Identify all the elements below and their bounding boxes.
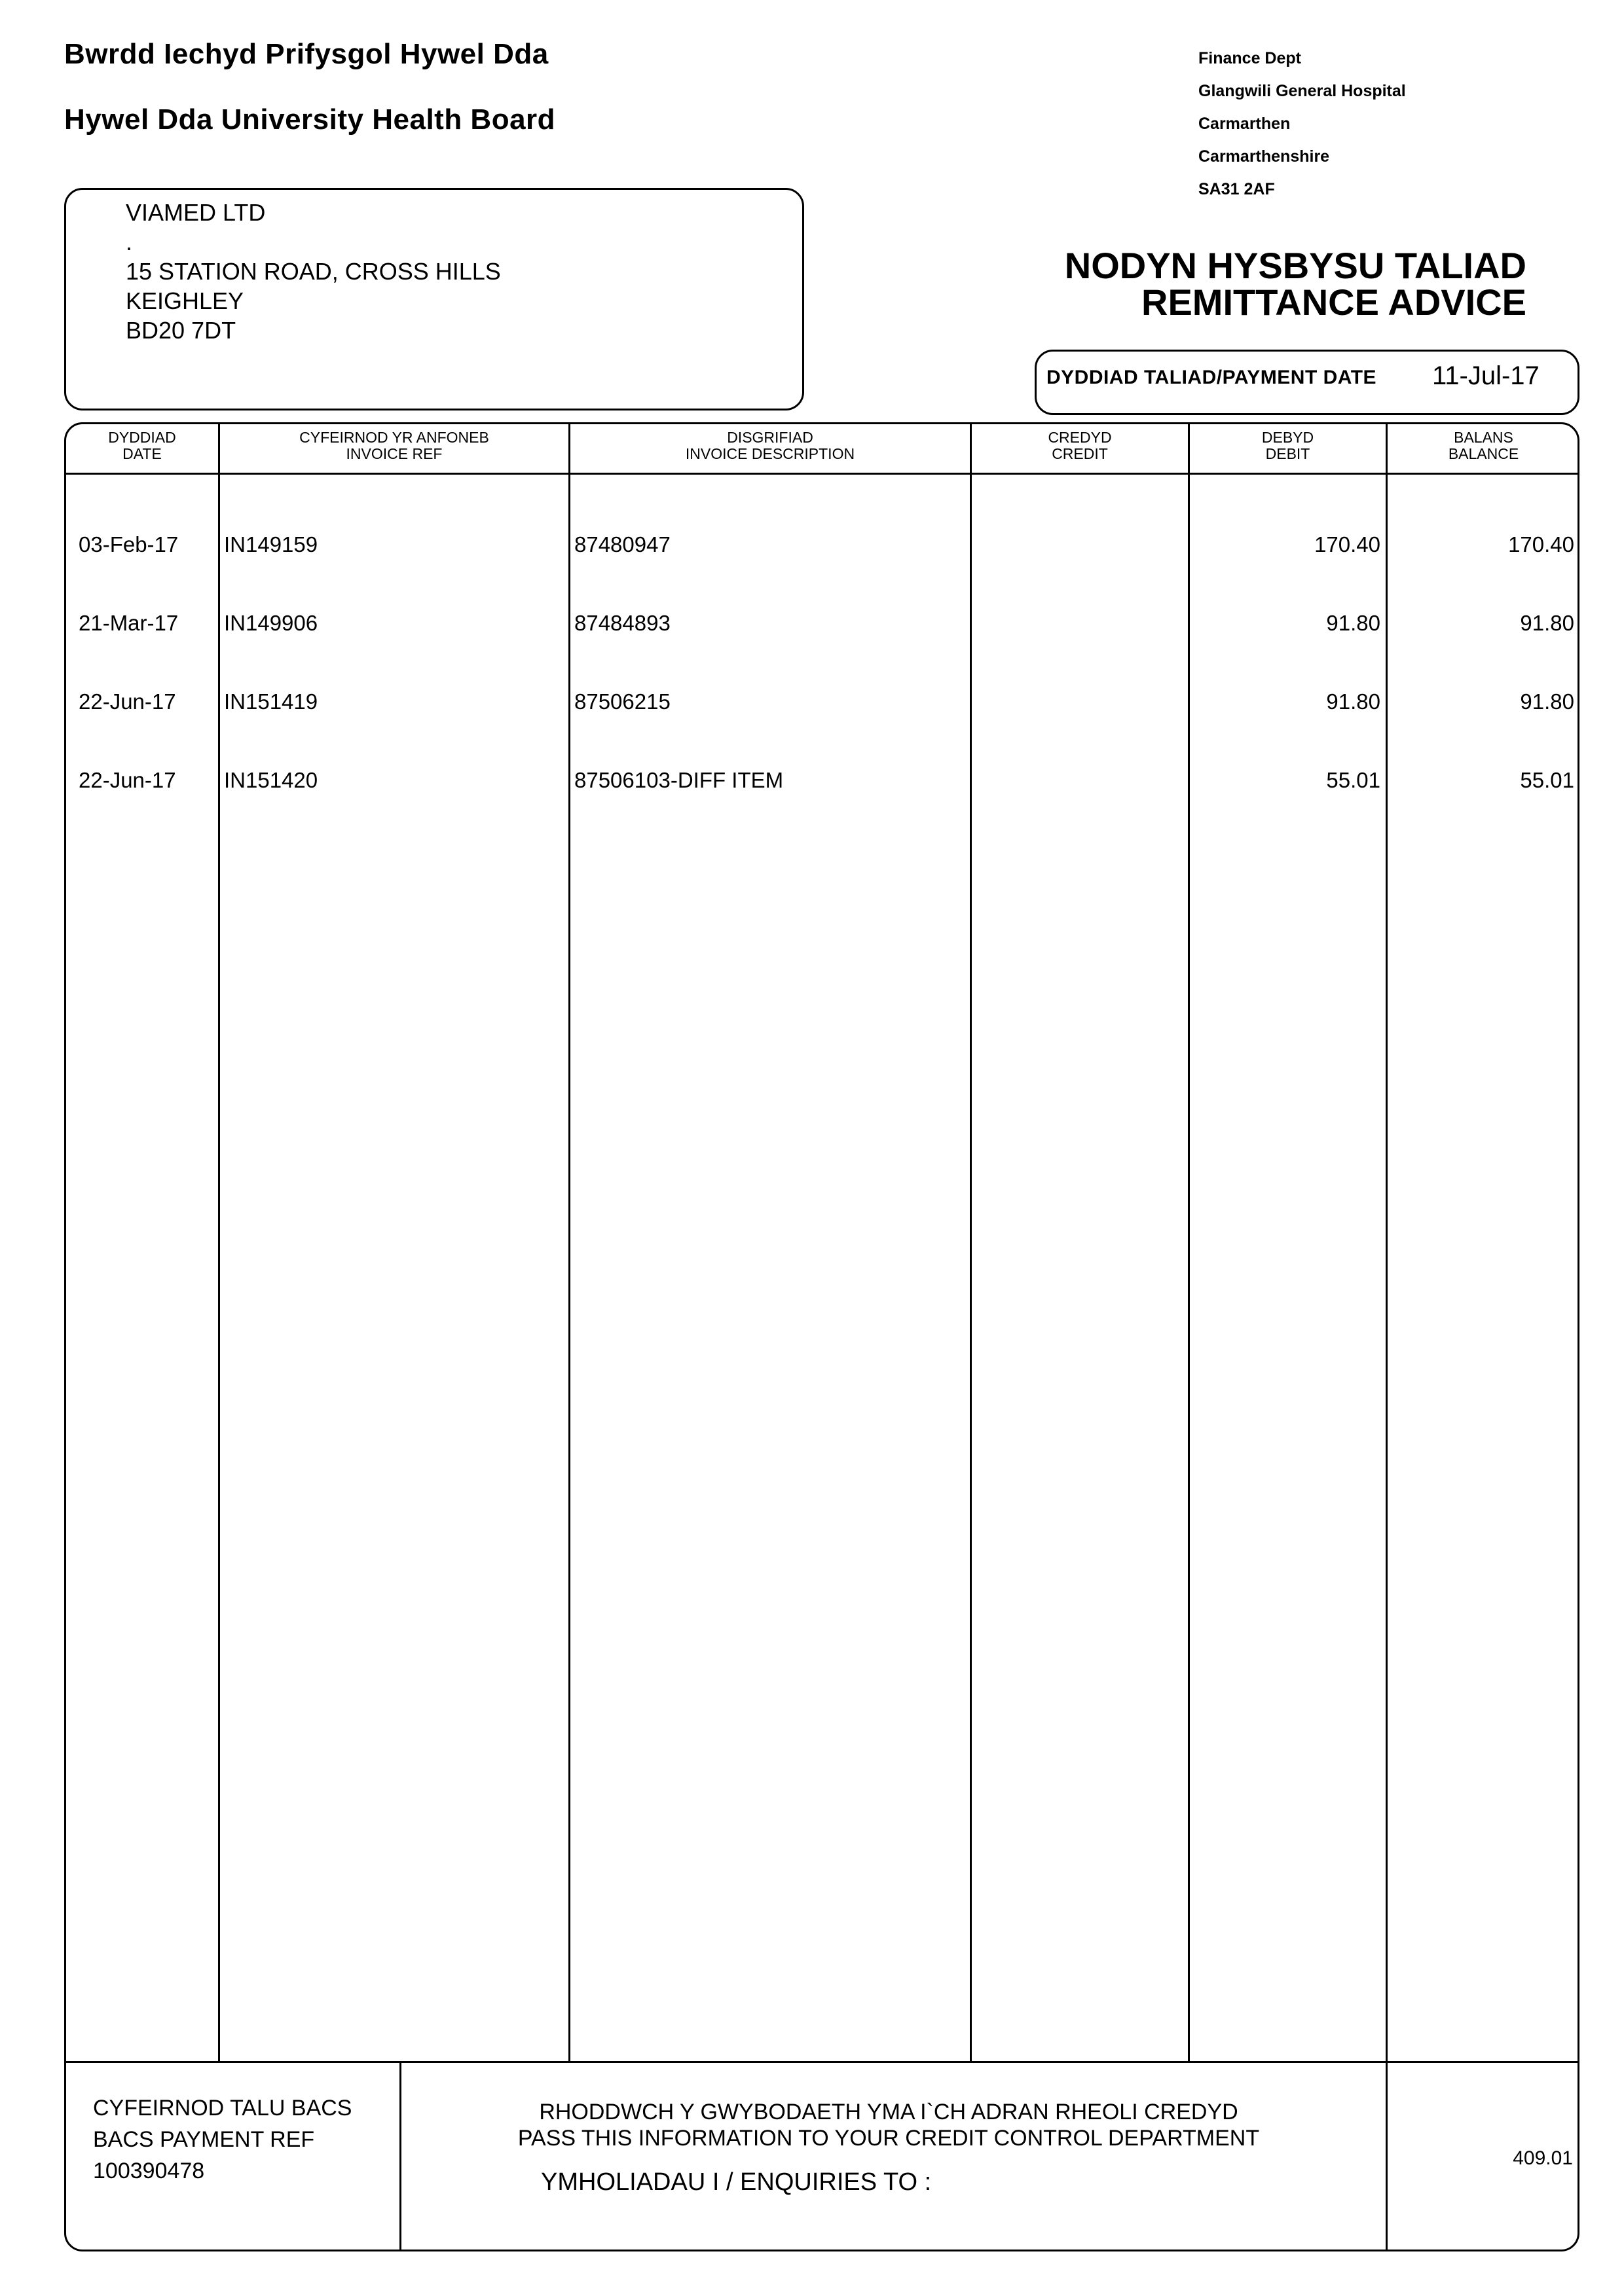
column-header-balance: [1388, 429, 1579, 462]
column-header-date: [66, 429, 218, 462]
org-name-english: Hywel Dda University Health Board: [64, 103, 556, 136]
column-header-invoice-ref: [220, 429, 568, 462]
row-date: 22-Jun-17: [79, 689, 176, 714]
title-welsh: NODYN HYSBYSU TALIAD: [1064, 245, 1526, 286]
description-column: [574, 479, 783, 820]
finance-line: SA31 2AF: [1198, 180, 1275, 198]
column-divider: [218, 422, 220, 2062]
column-header-credit: [972, 429, 1188, 462]
column-header-debit: [1190, 429, 1386, 462]
column-divider: [1386, 422, 1388, 2251]
bacs-label-english: BACS PAYMENT REF: [93, 2127, 315, 2152]
supplier-address: [126, 198, 501, 345]
row-balance: 170.40: [1508, 532, 1574, 556]
header-english: BALANCE: [1448, 445, 1519, 462]
invoice-ref-column: [224, 479, 318, 820]
row-debit: 170.40: [1314, 532, 1380, 556]
row-balance: 91.80: [1520, 689, 1574, 714]
date-column: [79, 479, 178, 820]
payment-date-label: DYDDIAD TALIAD/PAYMENT DATE: [1046, 367, 1377, 388]
row-balance: 91.80: [1520, 611, 1574, 635]
header-english: CREDIT: [1052, 445, 1108, 462]
header-welsh: BALANS: [1454, 429, 1513, 446]
header-divider: [64, 473, 1579, 475]
bacs-label-welsh: CYFEIRNOD TALU BACS: [93, 2096, 352, 2121]
header-welsh: DISGRIFIAD: [727, 429, 813, 446]
row-description: 87484893: [574, 611, 671, 635]
header-welsh: DYDDIAD: [108, 429, 176, 446]
column-divider: [1188, 422, 1190, 2062]
column-divider: [568, 422, 570, 2062]
column-header-description: [570, 429, 970, 462]
org-name-welsh: Bwrdd Iechyd Prifysgol Hywel Dda: [64, 38, 549, 70]
credit-control-message: [401, 2099, 1376, 2151]
footer-divider: [64, 2061, 1579, 2063]
message-welsh: RHODDWCH Y GWYBODAETH YMA I`CH ADRAN RHEOLI CREDYD: [539, 2100, 1238, 2124]
message-english: PASS THIS INFORMATION TO YOUR CREDIT CONTROL DEPARTMENT: [517, 2126, 1260, 2151]
header-english: DATE: [122, 445, 162, 462]
row-description: 87480947: [574, 532, 671, 556]
row-debit: 91.80: [1326, 689, 1380, 714]
header-english: DEBIT: [1265, 445, 1310, 462]
row-invoice-ref: IN151419: [224, 689, 318, 714]
row-date: 21-Mar-17: [79, 611, 179, 635]
header-welsh: CYFEIRNOD YR ANFONEB: [299, 429, 489, 446]
row-debit: 55.01: [1326, 768, 1380, 792]
header-welsh: DEBYD: [1261, 429, 1314, 446]
header-english: INVOICE REF: [346, 445, 443, 462]
bacs-payment-ref: [93, 2092, 352, 2187]
payment-date-value: 11-Jul-17: [1432, 361, 1540, 390]
row-invoice-ref: IN149906: [224, 611, 318, 635]
finance-line: Finance Dept: [1198, 49, 1301, 67]
enquiries-label: YMHOLIADAU I / ENQUIRIES TO :: [541, 2168, 932, 2196]
header-welsh: CREDYD: [1048, 429, 1112, 446]
debit-column: [1192, 479, 1380, 820]
supplier-line: .: [126, 228, 133, 255]
supplier-line: VIAMED LTD: [126, 199, 266, 226]
finance-line: Glangwili General Hospital: [1198, 82, 1406, 100]
document-title: [851, 247, 1526, 321]
footer-column-divider: [399, 2061, 401, 2251]
row-description: 87506103-DIFF ITEM: [574, 768, 784, 792]
finance-address: [1198, 42, 1406, 206]
supplier-line: BD20 7DT: [126, 317, 236, 344]
row-debit: 91.80: [1326, 611, 1380, 635]
balance-column: [1390, 479, 1574, 820]
row-balance: 55.01: [1520, 768, 1574, 792]
bacs-ref-value: 100390478: [93, 2159, 205, 2183]
row-date: 03-Feb-17: [79, 532, 179, 556]
finance-line: Carmarthenshire: [1198, 147, 1330, 166]
row-date: 22-Jun-17: [79, 768, 176, 792]
column-divider: [970, 422, 972, 2062]
title-english: REMITTANCE ADVICE: [1141, 282, 1526, 323]
supplier-line: KEIGHLEY: [126, 287, 244, 314]
row-invoice-ref: IN151420: [224, 768, 318, 792]
row-invoice-ref: IN149159: [224, 532, 318, 556]
row-description: 87506215: [574, 689, 671, 714]
header-english: INVOICE DESCRIPTION: [685, 445, 855, 462]
finance-line: Carmarthen: [1198, 115, 1291, 133]
payment-total: 409.01: [1513, 2147, 1573, 2169]
supplier-line: 15 STATION ROAD, CROSS HILLS: [126, 258, 501, 285]
